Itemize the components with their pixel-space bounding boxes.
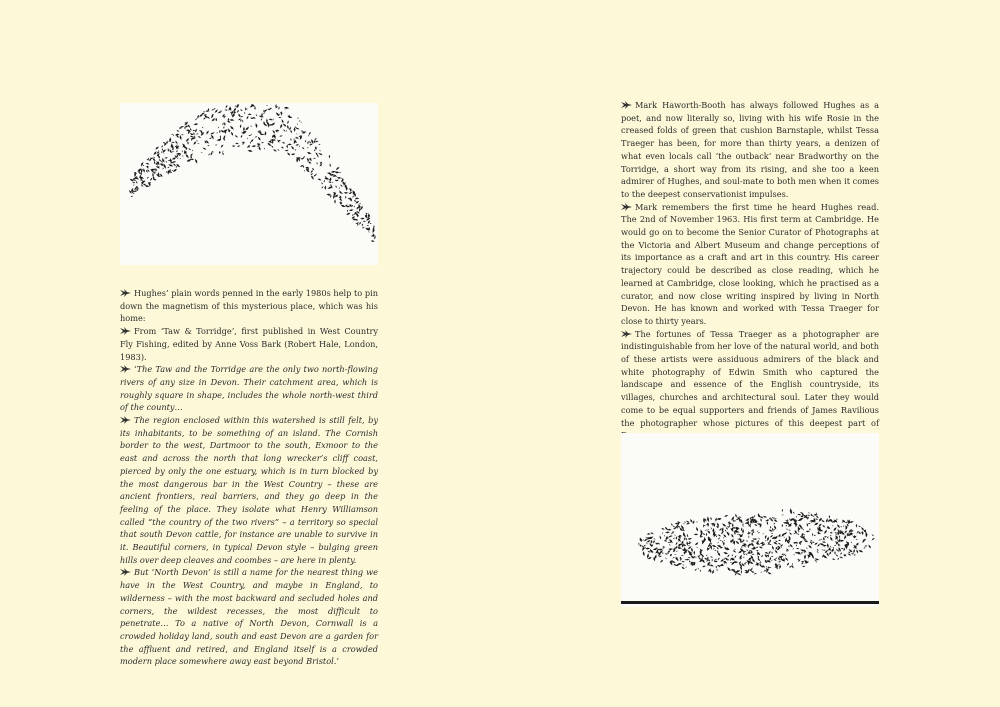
right-body-text bbox=[621, 99, 879, 442]
horizon-line bbox=[621, 601, 879, 604]
bird-marker-icon bbox=[120, 289, 131, 297]
paragraph bbox=[120, 325, 378, 363]
paragraph bbox=[120, 363, 378, 414]
bird-marker-icon bbox=[120, 365, 131, 373]
bird-marker-icon bbox=[120, 568, 131, 576]
paragraph bbox=[621, 201, 879, 328]
paragraph bbox=[621, 99, 879, 201]
paragraph bbox=[120, 414, 378, 566]
paragraph-text: Hughes’ plain words penned in the early 1980s help to pin down the magnetism of this mysterious place, which was his home: bbox=[120, 288, 378, 324]
left-body-text bbox=[120, 287, 378, 668]
murmuration-image bbox=[621, 433, 879, 607]
paragraph-text: Mark Haworth-Booth has always followed Hughes as a poet, and now literally so, living with his wife Rosie in the creased folds of green that cushion Barnstaple, whilst Tessa Traeger has been, for more than thirty years, a denizen of what even locals call ‘the outback’ near Bradworthy on the Torridge, a short way from its rising, and she too a keen admirer of Hughes, and soul-mate to both men when it comes to the deepest conservationist impulses. bbox=[621, 100, 879, 199]
paragraph bbox=[621, 328, 879, 442]
right-page bbox=[500, 0, 1000, 707]
bird-marker-icon bbox=[621, 101, 632, 109]
paragraph-text: ‘The Taw and the Torridge are the only two north-flowing rivers of any size in Devon. Their catchment area, which is roughly square in shape, includes the whole north-west third of the county… bbox=[120, 364, 378, 413]
paragraph-text: Mark remembers the first time he heard Hughes read. The 2nd of November 1963. His first term at Cambridge. He would go on to become the Senior Curator of Photographs at the Victoria and Albert Museum and change perceptions of its importance as a craft and art in this country. His career trajectory could be described as close reading, which he learned at Cambridge, close looking, which he practised as a curator, and now close writing inspired by living in North Devon. He has known and worked with Tessa Traeger for close to thirty years. bbox=[621, 201, 879, 326]
paragraph bbox=[120, 287, 378, 325]
bird-marker-icon bbox=[621, 330, 632, 338]
paragraph-text: The region enclosed within this watershed is still felt, by its inhabitants, to be something of an island. The Cornish border to the west, Dartmoor to the south, Exmoor to the east and across the north that long wrecker’s cliff coast, pierced by only the one estuary, which is in turn blocked by the most dangerous bar in the West Country – these are ancient frontiers, real barriers, and they go deep in the feeling of the place. They isolate what Henry Williamson called “the country of the two rivers” – a territory so special that south Devon cattle, for instance are unable to survive in it. Beautiful corners, in typical Devon style – bulging green hills over deep cleaves and coombes – are here in plenty. bbox=[120, 415, 378, 565]
starling-murmuration-photo-bottom bbox=[621, 433, 879, 607]
starling-murmuration-photo-top bbox=[120, 103, 378, 265]
paragraph-text: From ‘Taw & Torridge’, first published in West Country Fly Fishing, edited by Anne Voss Bark (Robert Hale, London, 1983). bbox=[120, 326, 378, 362]
bird-marker-icon bbox=[120, 327, 131, 335]
bird-marker-icon bbox=[120, 416, 131, 424]
paragraph bbox=[120, 566, 378, 668]
murmuration-image bbox=[120, 103, 378, 265]
paragraph-text: But ‘North Devon’ is still a name for the nearest thing we have in the West Country, and maybe in England, to wilderness – with the most backward and secluded holes and corners, the wildest recesses, the most difficult to penetrate… To a native of North Devon, Cornwall is a crowded holiday land, south and east Devon are a garden for the affluent and retired, and England itself is a crowded modern place somewhere away east beyond Bristol.’ bbox=[120, 567, 378, 667]
bird-marker-icon bbox=[621, 203, 632, 211]
paragraph-text: The fortunes of Tessa Traeger as a photographer are indistinguishable from her love of the natural world, and both of these artists were assiduous admirers of the black and white photography of Edwin Smith who captured the landscape and essence of the English countryside, its villages, churches and architectural soul. Later they would come to be equal supporters and friends of James Ravilious the photographer whose pictures of this deepest part of bbox=[621, 328, 879, 428]
